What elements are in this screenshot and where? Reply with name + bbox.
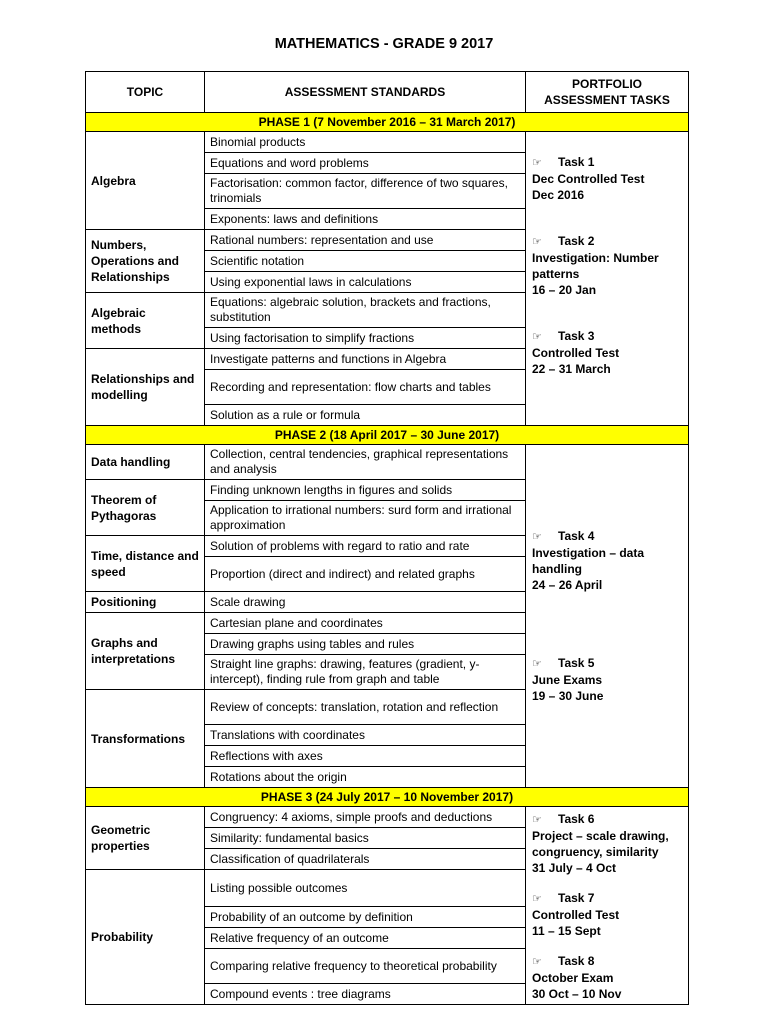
assessment-standard-cell: Proportion (direct and indirect) and related graphs: [205, 557, 526, 592]
assessment-standard-cell: Scale drawing: [205, 592, 526, 613]
task-spacer: [532, 876, 682, 890]
table-row: [86, 807, 689, 828]
task-detail: 30 Oct – 10 Nov: [532, 987, 622, 1001]
assessment-standard-cell: Using exponential laws in calculations: [205, 272, 526, 293]
task-name: Task 3: [558, 329, 595, 343]
task-name: Task 1: [558, 155, 595, 169]
phase-label: PHASE 3 (24 July 2017 – 10 November 2017): [86, 788, 689, 807]
portfolio-task: [532, 953, 682, 1002]
task-detail: Investigation: Number patterns: [532, 251, 659, 281]
task-label: [532, 655, 682, 672]
assessment-standard-cell: Using factorisation to simplify fractions: [205, 328, 526, 349]
pointing-hand-icon: ☞: [532, 956, 542, 968]
assessment-standard-cell: Translations with coordinates: [205, 725, 526, 746]
task-detail: Controlled Test: [532, 346, 620, 360]
assessment-standard-cell: Similarity: fundamental basics: [205, 828, 526, 849]
assessment-standard-cell: Equations and word problems: [205, 153, 526, 174]
task-detail: June Exams: [532, 673, 603, 687]
task-label: [532, 328, 682, 345]
pointing-hand-icon: ☞: [532, 531, 542, 543]
assessment-standard-cell: Reflections with axes: [205, 746, 526, 767]
topic-cell: Numbers, Operations and Relationships: [86, 230, 205, 293]
topic-cell: Time, distance and speed: [86, 536, 205, 592]
task-detail: October Exam: [532, 971, 614, 985]
assessment-standard-cell: Rotations about the origin: [205, 767, 526, 788]
assessment-standard-cell: Finding unknown lengths in figures and solids: [205, 480, 526, 501]
assessment-standard-cell: Binomial products: [205, 132, 526, 153]
portfolio-task: [532, 811, 682, 876]
assessment-standard-cell: Recording and representation: flow charts and tables: [205, 370, 526, 405]
assessment-standard-cell: Listing possible outcomes: [205, 870, 526, 907]
table-row: [86, 132, 689, 153]
header-assessment-standards: ASSESSMENT STANDARDS: [205, 72, 526, 113]
task-spacer: [532, 939, 682, 953]
assessment-standard-cell: Solution of problems with regard to ratio and rate: [205, 536, 526, 557]
pointing-hand-icon: ☞: [532, 331, 542, 343]
task-detail: 19 – 30 June: [532, 689, 604, 703]
task-name: Task 5: [558, 656, 595, 670]
task-name: Task 7: [558, 891, 595, 905]
task-label: [532, 233, 682, 250]
task-label: [532, 953, 682, 970]
task-name: Task 4: [558, 529, 595, 543]
task-detail: 24 – 26 April: [532, 578, 603, 592]
task-name: Task 8: [558, 954, 595, 968]
task-label: [532, 890, 682, 907]
portfolio-task: [532, 890, 682, 939]
task-detail: Dec 2016: [532, 188, 585, 202]
assessment-standard-cell: Rational numbers: representation and use: [205, 230, 526, 251]
topic-cell: Geometric properties: [86, 807, 205, 870]
assessment-standard-cell: Congruency: 4 axioms, simple proofs and deductions: [205, 807, 526, 828]
task-spacer: [532, 203, 682, 233]
assessment-standard-cell: Cartesian plane and coordinates: [205, 613, 526, 634]
table-row: [86, 445, 689, 480]
pointing-hand-icon: ☞: [532, 893, 542, 905]
phase-label: PHASE 2 (18 April 2017 – 30 June 2017): [86, 426, 689, 445]
assessment-standard-cell: Drawing graphs using tables and rules: [205, 634, 526, 655]
phase-label: PHASE 1 (7 November 2016 – 31 March 2017): [86, 113, 689, 132]
topic-cell: Algebraic methods: [86, 293, 205, 349]
pointing-hand-icon: ☞: [532, 814, 542, 826]
task-label: [532, 154, 682, 171]
task-detail: 31 July – 4 Oct: [532, 861, 617, 875]
topic-cell: Positioning: [86, 592, 205, 613]
topic-cell: Theorem of Pythagoras: [86, 480, 205, 536]
portfolio-task: [532, 655, 682, 704]
portfolio-task: [532, 328, 682, 377]
task-detail: Controlled Test: [532, 908, 620, 922]
task-name: Task 2: [558, 234, 595, 248]
task-detail: 22 – 31 March: [532, 362, 611, 376]
portfolio-task: [532, 528, 682, 593]
topic-cell: Probability: [86, 870, 205, 1005]
assessment-standard-cell: Review of concepts: translation, rotation and reflection: [205, 690, 526, 725]
task-label: [532, 528, 682, 545]
pointing-hand-icon: ☞: [532, 157, 542, 169]
assessment-standard-cell: Collection, central tendencies, graphical representations and analysis: [205, 445, 526, 480]
assessment-standard-cell: Factorisation: common factor, difference of two squares, trinomials: [205, 174, 526, 209]
topic-cell: Algebra: [86, 132, 205, 230]
task-name: Task 6: [558, 812, 595, 826]
topic-cell: Transformations: [86, 690, 205, 788]
assessment-standard-cell: Straight line graphs: drawing, features (gradient, y-intercept), finding rule from graph and table: [205, 655, 526, 690]
topic-cell: Data handling: [86, 445, 205, 480]
phase-row: [86, 788, 689, 807]
assessment-plan-table: [85, 71, 689, 1005]
header-portfolio-line1: PORTFOLIO: [572, 77, 642, 91]
task-detail: 11 – 15 Sept: [532, 924, 601, 938]
header-portfolio-tasks: [526, 72, 689, 113]
assessment-standard-cell: Solution as a rule or formula: [205, 405, 526, 426]
portfolio-tasks-cell: [526, 132, 689, 426]
topic-cell: Graphs and interpretations: [86, 613, 205, 690]
task-detail: Dec Controlled Test: [532, 172, 645, 186]
phase-row: [86, 426, 689, 445]
portfolio-tasks-cell: [526, 807, 689, 1005]
assessment-standard-cell: Compound events : tree diagrams: [205, 984, 526, 1005]
portfolio-tasks-cell: [526, 445, 689, 788]
header-portfolio-line2: ASSESSMENT TASKS: [544, 93, 670, 107]
pointing-hand-icon: ☞: [532, 658, 542, 670]
header-topic: TOPIC: [86, 72, 205, 113]
task-detail: Project – scale drawing, congruency, similarity: [532, 829, 669, 859]
assessment-standard-cell: Scientific notation: [205, 251, 526, 272]
task-spacer: [532, 298, 682, 328]
task-label: [532, 811, 682, 828]
assessment-standard-cell: Exponents: laws and definitions: [205, 209, 526, 230]
assessment-standard-cell: Probability of an outcome by definition: [205, 907, 526, 928]
task-spacer: [532, 593, 682, 655]
document-title: MATHEMATICS - GRADE 9 2017: [274, 36, 494, 52]
topic-cell: Relationships and modelling: [86, 349, 205, 426]
assessment-standard-cell: Classification of quadrilaterals: [205, 849, 526, 870]
portfolio-task: [532, 154, 682, 203]
pointing-hand-icon: ☞: [532, 236, 542, 248]
assessment-standard-cell: Comparing relative frequency to theoretical probability: [205, 949, 526, 984]
phase-row: [86, 113, 689, 132]
task-detail: Investigation – data handling: [532, 546, 645, 576]
assessment-standard-cell: Application to irrational numbers: surd form and irrational approximation: [205, 501, 526, 536]
task-detail: 16 – 20 Jan: [532, 283, 597, 297]
assessment-standard-cell: Relative frequency of an outcome: [205, 928, 526, 949]
table-header-row: [86, 72, 689, 113]
portfolio-task: [532, 233, 682, 298]
assessment-standard-cell: Investigate patterns and functions in Algebra: [205, 349, 526, 370]
assessment-standard-cell: Equations: algebraic solution, brackets and fractions, substitution: [205, 293, 526, 328]
